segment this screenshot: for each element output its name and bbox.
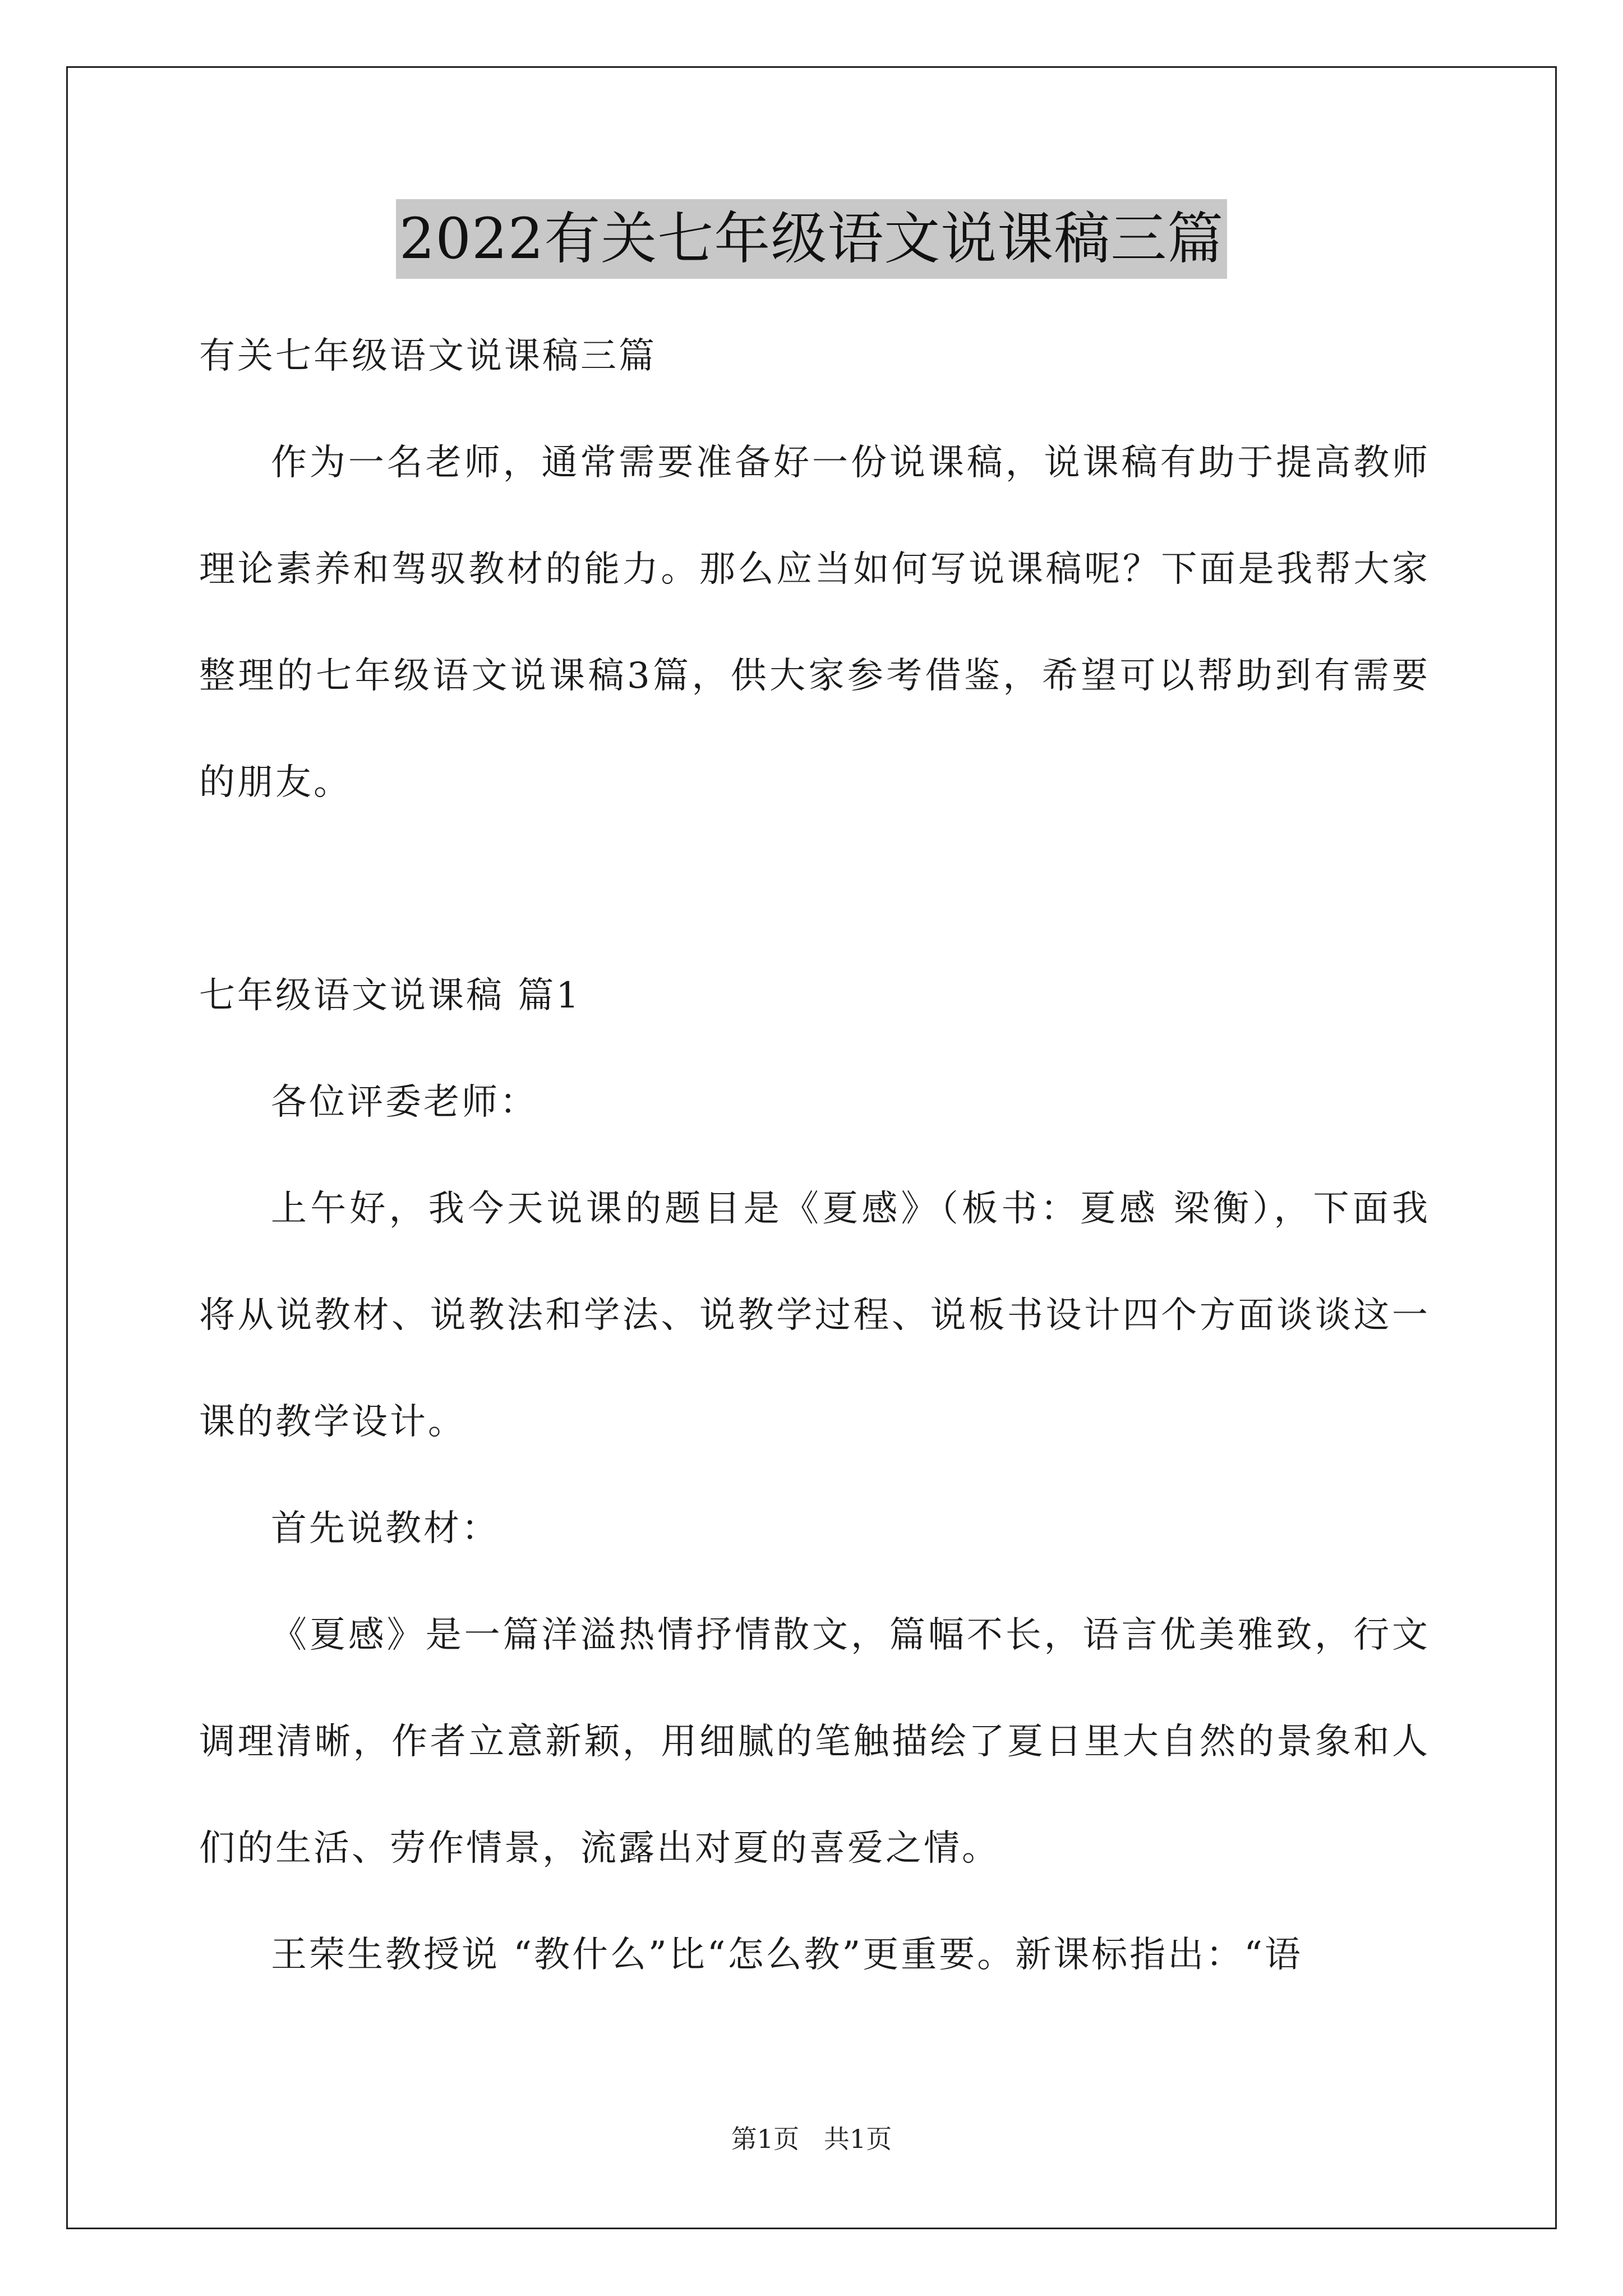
textbook-heading: 首先说教材：: [271, 1508, 500, 1549]
title-container: [0, 199, 1623, 279]
opening-paragraph: 上午好，我今天说课的题目是《夏感》（板书：夏感 梁衡），下面我将从说教材、说教法和学法、说教学过程、说板书设计四个方面谈谈这一课的教学设计。: [199, 1188, 1430, 1443]
textbook-paragraph: 《夏感》是一篇洋溢热情抒情散文，篇幅不长，语言优美雅致，行文调理清晰，作者立意新颖，用细腻的笔触描绘了夏日里大自然的景象和人们的生活、劳作情景，流露出对夏的喜爱之情。: [199, 1614, 1430, 1869]
greeting-paragraph: 各位评委老师：: [271, 1082, 538, 1123]
document-title: 2022有关七年级语文说课稿三篇: [396, 199, 1228, 279]
page-footer: 第1页 共1页: [731, 2124, 892, 2154]
document-body: [199, 303, 1430, 2008]
quote-paragraph: 王荣生教授说 “教什么”比“怎么教”更重要。新课标指出：“语: [271, 1934, 1303, 1976]
intro-paragraph: 作为一名老师，通常需要准备好一份说课稿，说课稿有助于提高教师理论素养和驾驭教材的能力。那么应当如何写说课稿呢？下面是我帮大家整理的七年级语文说课稿3篇，供大家参考借鉴，希望可以帮助到有需要的朋友。: [199, 442, 1430, 803]
paragraph-spacer: [199, 836, 1430, 942]
section-heading: 七年级语文说课稿 篇1: [199, 975, 582, 1016]
subtitle-paragraph: 有关七年级语文说课稿三篇: [199, 335, 657, 377]
